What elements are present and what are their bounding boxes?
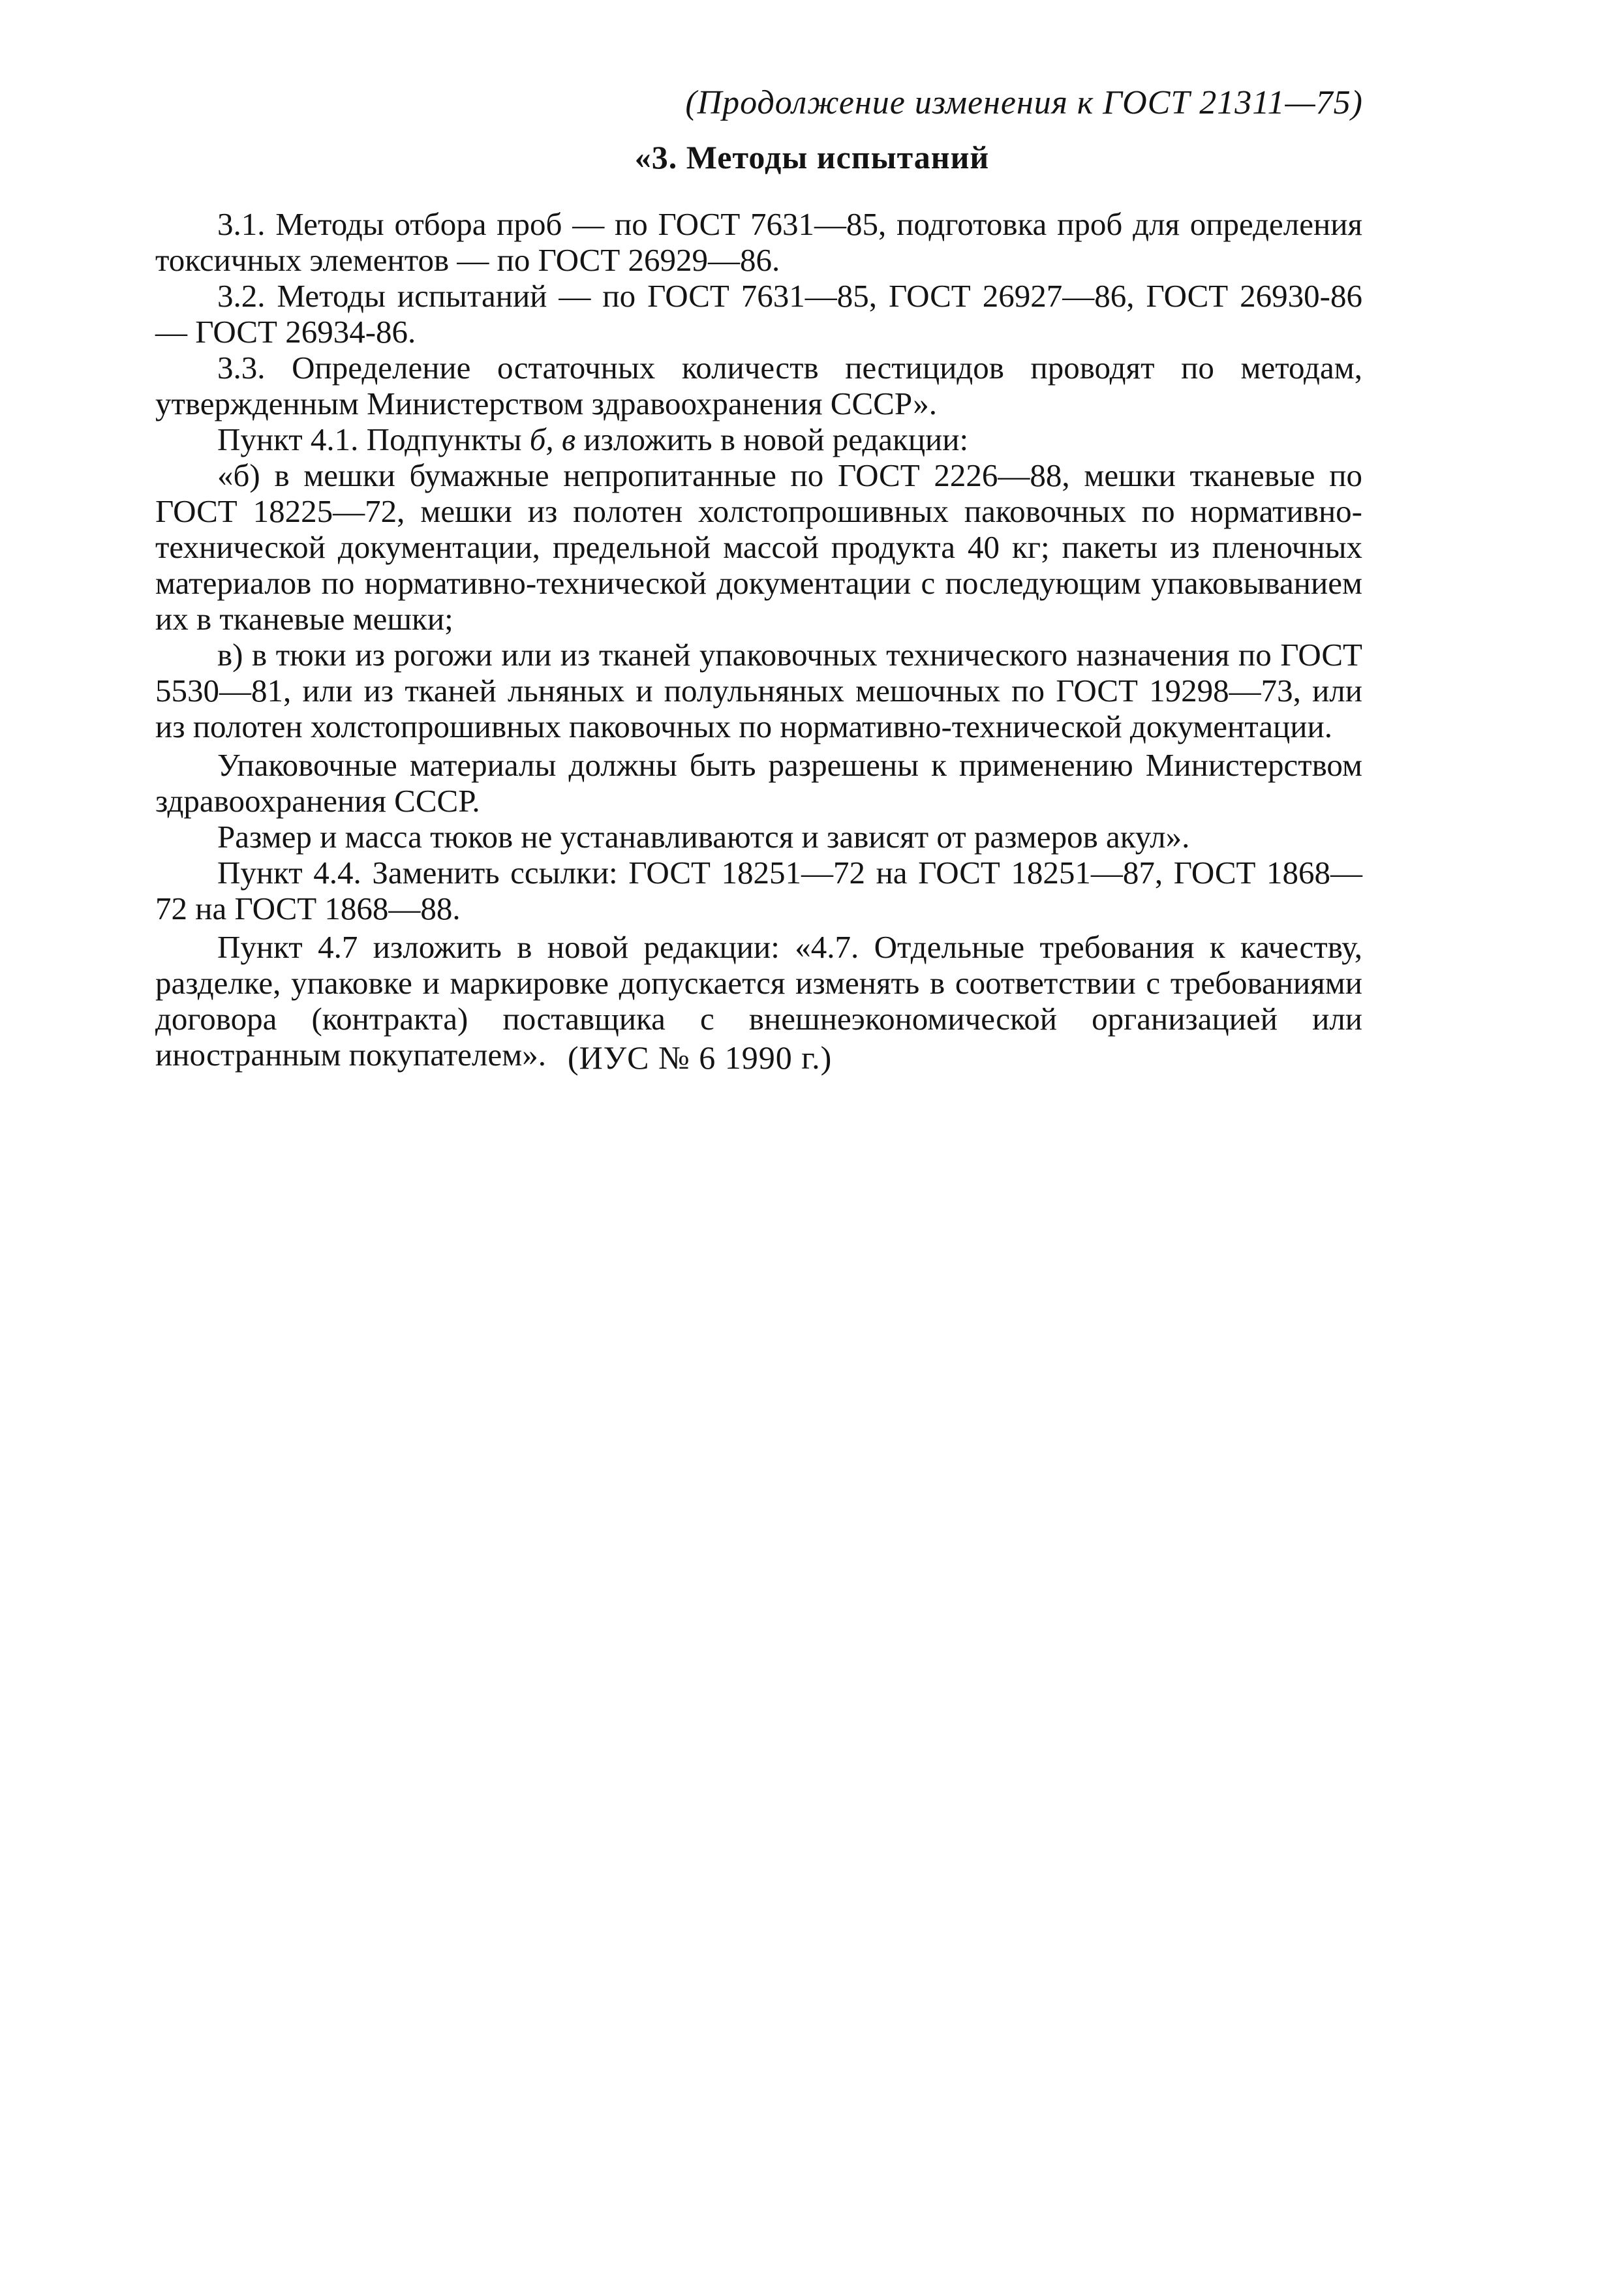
document-body (155, 206, 1362, 1073)
paragraph-subitem-v: в) в тюки из рогожи или из тканей упаковочных технического назначения по ГОСТ 5530—81, или из тканей льняных и полульняных мешочных по ГОСТ 19298—73, или из полотен холстопрошивных паковочных по нормативно-технической документации. (155, 637, 1362, 744)
ius-reference: (ИУС № 6 1990 г.) (568, 1039, 833, 1076)
paragraph-3-3: 3.3. Определение остаточных количеств пестицидов проводят по методам, утвержденным Министерством здравоохранения СССР». (155, 350, 1362, 421)
paragraph-subitem-b: «б) в мешки бумажные непропитанные по ГОСТ 2226—88, мешки тканевые по ГОСТ 18225—72, мешки из полотен холстопрошивных паковочных по нормативно-технической документации, предельной массой продукта 40 кг; пакеты из пленочных материалов по нормативно-технической документации с последующим упаковыванием их в тканевые мешки; (155, 457, 1362, 637)
item-4-1-subitems: б, в (529, 421, 576, 457)
item-4-1-lead: Пункт 4.1. Подпункты (217, 421, 530, 457)
paragraph-item-4-4: Пункт 4.4. Заменить ссылки: ГОСТ 18251—72 на ГОСТ 18251—87, ГОСТ 1868—72 на ГОСТ 1868—88. (155, 855, 1362, 926)
section-title: «3. Методы испытаний (634, 139, 990, 176)
paragraph-packaging: Упаковочные материалы должны быть разрешены к применению Министерством здравоохранения СССР. (155, 747, 1362, 819)
paragraph-3-1: 3.1. Методы отбора проб — по ГОСТ 7631—85, подготовка проб для определения токсичных элементов — по ГОСТ 26929—86. (155, 206, 1362, 278)
paragraph-size: Размер и масса тюков не устанавливаются и зависят от размеров акул». (217, 819, 1190, 855)
paragraph-3-2: 3.2. Методы испытаний — по ГОСТ 7631—85, ГОСТ 26927—86, ГОСТ 26930-86 — ГОСТ 26934-86. (155, 278, 1362, 350)
paragraph-item-4-1 (155, 421, 1362, 457)
continuation-header: (Продолжение изменения к ГОСТ 21311—75) (685, 84, 1363, 121)
item-4-1-tail: изложить в новой редакции: (575, 421, 969, 457)
paragraph-item-4-7: Пункт 4.7 изложить в новой редакции: «4.7. Отдельные требования к качеству, разделке, упаковке и маркировке допускается изменять в соответствии с требованиями договора (контракта) поставщика с внешнеэкономической организацией или иностранным покупателем». (155, 929, 1362, 1073)
